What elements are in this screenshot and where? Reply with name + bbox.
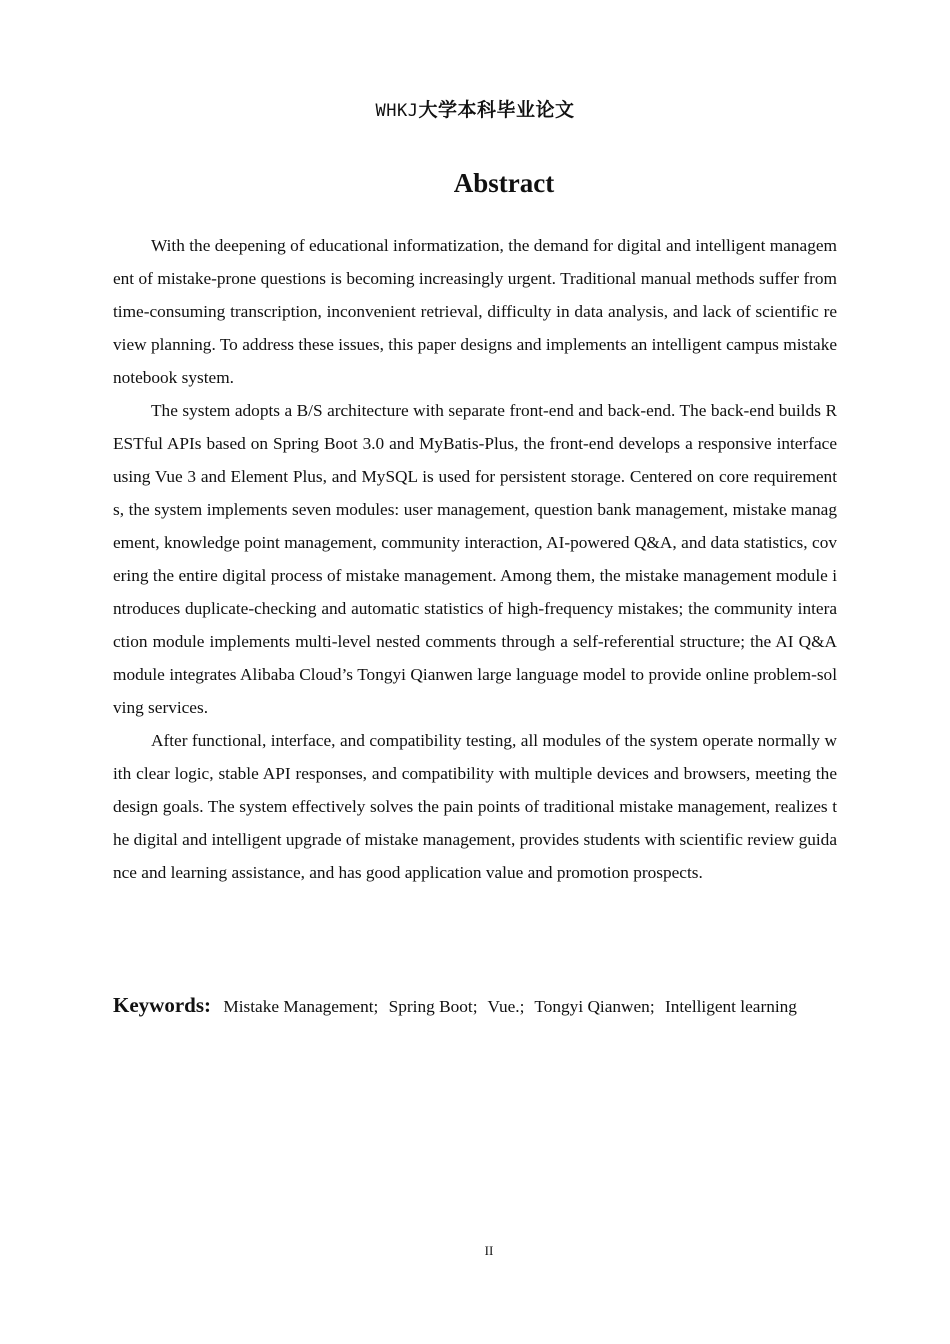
- header-thesis-label: 大学本科毕业论文: [418, 99, 575, 121]
- page-number: II: [484, 1243, 494, 1258]
- abstract-paragraph-3: After functional, interface, and compatibility testing, all modules of the system operate normally with clear logic, stable API responses, and compatibility with multiple devices and browsers, meeting the design goals. The system effectively solves the pain points of traditional mistake management, realizes the digital and intelligent upgrade of mistake management, provides students with scientific review guidance and learning assistance, and has good application value and promotion prospects.: [113, 731, 837, 882]
- keyword-item: Mistake Management;: [223, 997, 379, 1016]
- keyword-item: Tongyi Qianwen;: [534, 997, 655, 1016]
- header-university-code: WHKJ: [375, 101, 419, 121]
- running-header: [0, 98, 950, 123]
- abstract-body: [113, 229, 837, 889]
- abstract-paragraph-2: The system adopts a B/S architecture with separate front-end and back-end. The back-end builds RESTful APIs based on Spring Boot 3.0 and MyBatis-Plus, the front-end develops a responsive interface using Vue 3 and Element Plus, and MySQL is used for persistent storage. Centered on core requirements, the system implements seven modules: user management, question bank management, mistake management, knowledge point management, community interaction, AI-powered Q&A, and data statistics, covering the entire digital process of mistake management. Among them, the mistake management module introduces duplicate-checking and automatic statistics of high-frequency mistakes; the community interaction module implements multi-level nested comments through a self-referential structure; the AI Q&A module integrates Alibaba Cloud’s Tongyi Qianwen large language model to provide online problem-solving services.: [113, 401, 837, 717]
- page-title: Abstract: [453, 168, 555, 198]
- keywords-line: [113, 990, 837, 1022]
- keywords-label: Keywords:: [113, 993, 211, 1017]
- keyword-item: Vue.;: [487, 997, 525, 1016]
- abstract-paragraph-1: With the deepening of educational informatization, the demand for digital and intelligent management of mistake-prone questions is becoming increasingly urgent. Traditional manual methods suffer from time-consuming transcription, inconvenient retrieval, difficulty in data analysis, and lack of scientific review planning. To address these issues, this paper designs and implements an intelligent campus mistake notebook system.: [113, 236, 837, 387]
- keyword-item: Intelligent learning: [664, 997, 797, 1016]
- keyword-item: Spring Boot;: [388, 997, 478, 1016]
